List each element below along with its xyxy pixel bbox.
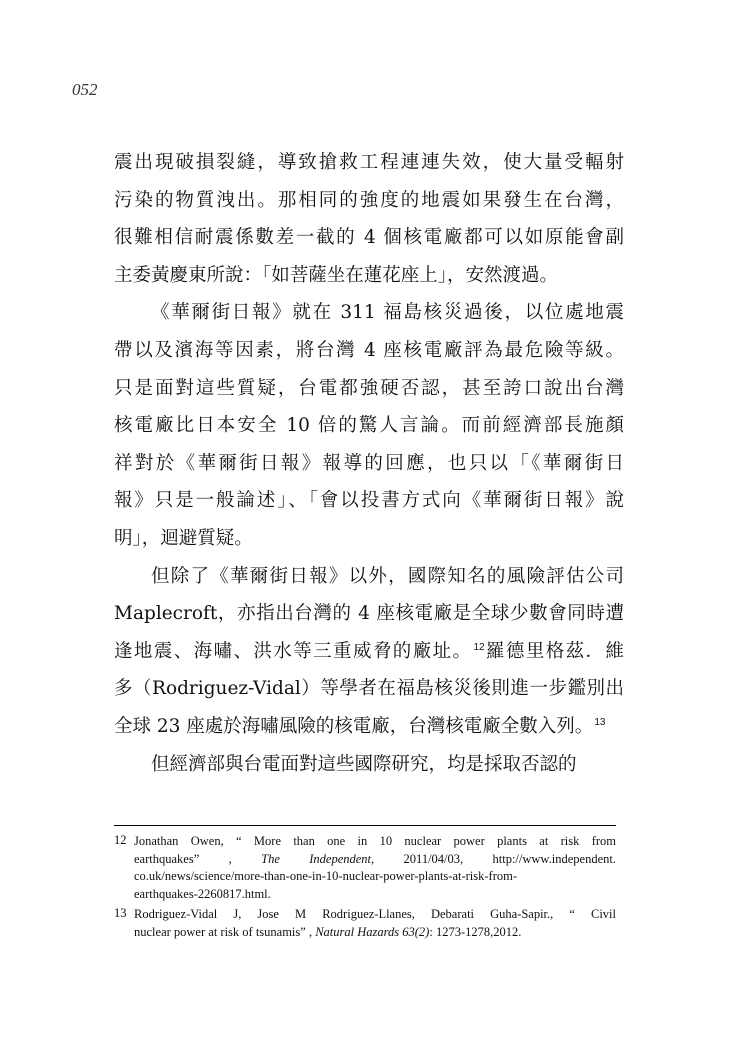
paragraph-4 (114, 746, 624, 784)
paragraph-3 (114, 558, 624, 746)
footnote-line: Rodriguez-Vidal J, Jose M Rodriguez-Llanes, Debarati Guha-Sapir., “ Civil (134, 907, 616, 922)
footnote-ref-12[interactable]: 12 (473, 641, 485, 653)
text-line: 核電廠比日本安全 10 倍的驚人言論。而前經濟部長施顏 (114, 415, 624, 437)
text-line: 祥對於《華爾街日報》報導的回應，也只以「《華爾街日 (114, 452, 624, 474)
paragraph-1 (114, 144, 624, 294)
text-line: 但經濟部與台電面對這些國際研究，均是採取否認的 (151, 753, 577, 775)
text-line: 只是面對這些質疑，台電都強硬否認，甚至誇口說出台灣 (114, 377, 624, 399)
text-line (114, 708, 624, 746)
text-line: 污染的物質洩出。那相同的強度的地震如果發生在台灣， (114, 189, 624, 211)
text-line: 明」，迴避質疑。 (114, 527, 253, 549)
footnote-segment: 2011/04/03, http://www.independent. (374, 851, 616, 866)
text-line: 報》只是一般論述」、「會以投書方式向《華爾街日報》說 (114, 490, 624, 512)
publication-title: The Independent, (261, 851, 375, 866)
footnote-number: 13 (114, 906, 127, 921)
text-line: 《華爾街日報》就在 311 福島核災過後，以位處地震 (151, 302, 624, 324)
footnote-12 (114, 833, 616, 903)
footnote-line (134, 851, 616, 869)
footnote-url-line[interactable]: co.uk/news/science/more-than-one-in-10-nuclear-power-plants-at-risk-from- (134, 869, 518, 884)
text-line: 多（Rodriguez-Vidal）等學者在福島核災後則進一步鑑別出 (114, 678, 624, 700)
page-number: 052 (72, 80, 98, 99)
footnote-divider (114, 825, 616, 826)
footnote-ref-13[interactable]: 13 (594, 716, 606, 728)
text-line: 帶以及濱海等因素，將台灣 4 座核電廠評為最危險等級。 (114, 339, 624, 361)
footnote-segment: earthquakes” , (134, 851, 262, 866)
publication-title: Natural Hazards 63(2) (315, 924, 430, 939)
footnotes (114, 833, 616, 945)
text-line: 很難相信耐震係數差一截的 4 個核電廠都可以如原能會副 (114, 227, 624, 249)
body-text (114, 144, 624, 783)
text-segment: 全球 23 座處於海嘯風險的核電廠，台灣核電廠全數入列。 (114, 715, 594, 737)
text-line: 主委黃慶東所說：「如菩薩坐在蓮花座上」，安然渡過。 (114, 264, 559, 286)
paragraph-2 (114, 294, 624, 557)
footnote-number: 12 (114, 833, 127, 847)
footnote-url-line[interactable]: earthquakes-2260817.html. (134, 886, 271, 901)
text-segment: 羅德里格茲．維 (484, 640, 624, 662)
text-line: 震出現破損裂縫，導致搶救工程連連失效，使大量受輻射 (114, 152, 624, 173)
footnote-line: Jonathan Owen, “ More than one in 10 nuclear power plants at risk from (134, 834, 616, 848)
text-line: 但除了《華爾街日報》以外，國際知名的風險評估公司 (151, 565, 624, 587)
footnote-line (134, 924, 616, 942)
footnote-segment: : 1273-1278,2012. (429, 924, 522, 939)
text-line (114, 633, 624, 671)
text-segment: 逢地震、海嘯、洪水等三重威脅的廠址。 (114, 640, 473, 662)
footnote-13 (114, 906, 616, 941)
footnote-segment: nuclear power at risk of tsunamis” , (134, 924, 316, 939)
text-line: Maplecroft，亦指出台灣的 4 座核電廠是全球少數會同時遭 (114, 603, 624, 625)
